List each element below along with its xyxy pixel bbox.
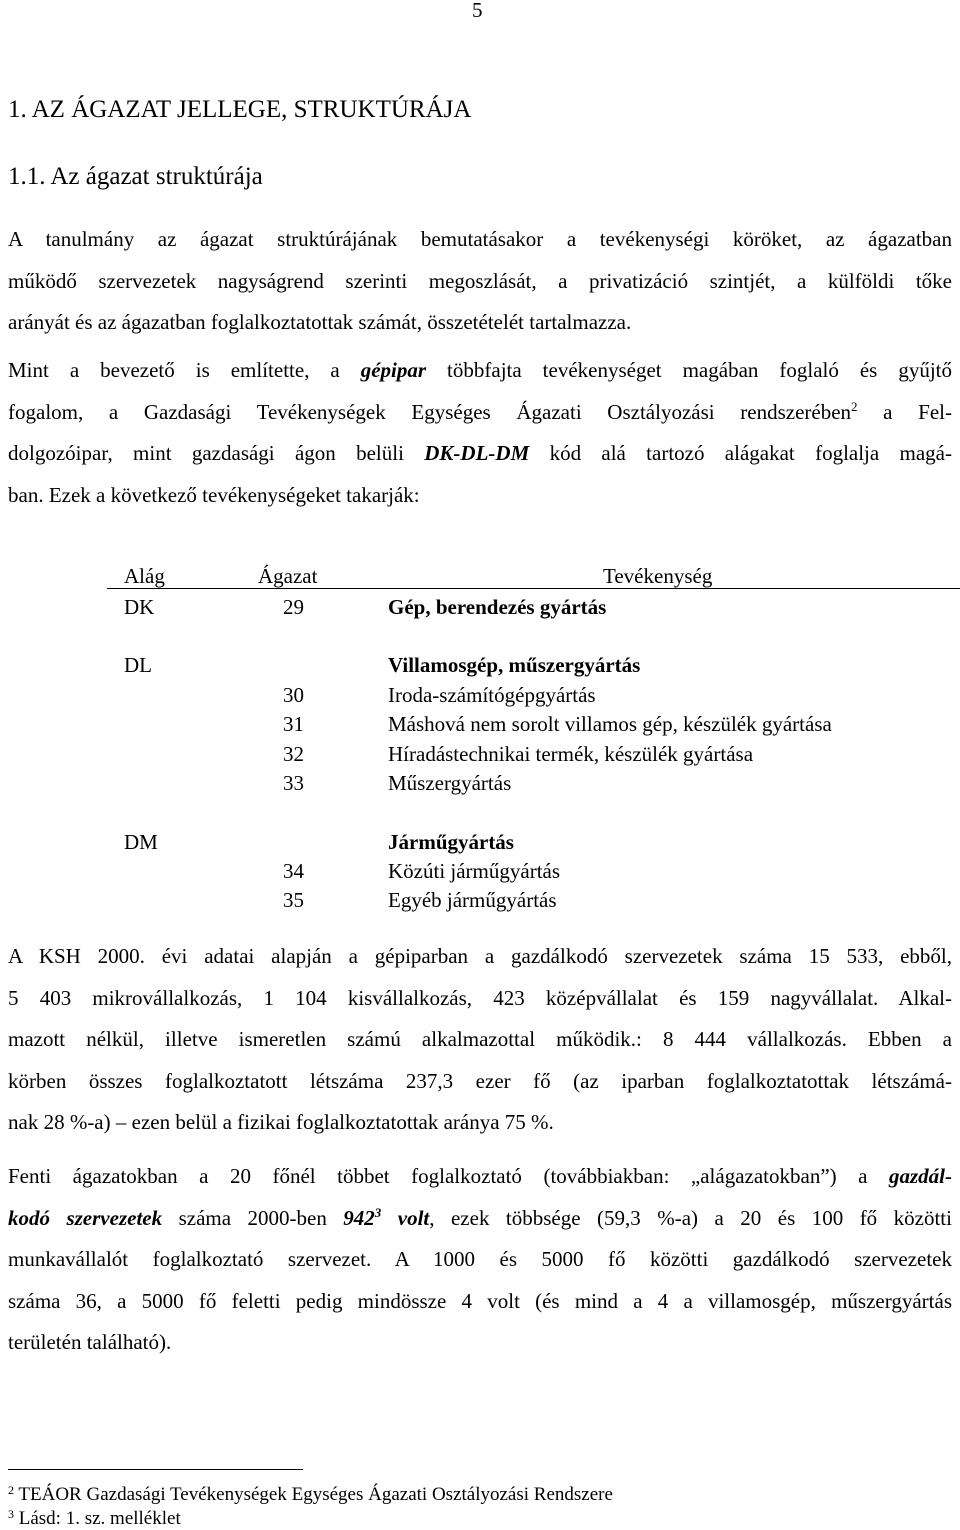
paragraph-line xyxy=(8,1156,952,1198)
paragraph-line: 5 403 mikrovállalkozás, 1 104 kisvállalkozás, 423 középvállalat és 159 nagyvállalat. Alkal- xyxy=(8,985,952,1010)
table-cell-activity: Egyéb járműgyártás xyxy=(388,888,557,912)
table-cell-alag: DK xyxy=(124,595,155,619)
paragraph-line: területén található). xyxy=(8,1330,172,1354)
count-value-suffix: volt xyxy=(381,1205,430,1230)
table-cell-activity: Máshová nem sorolt villamos gép, készülék gyártása xyxy=(388,712,832,736)
table-cell-activity: Műszergyártás xyxy=(388,771,512,795)
table-cell-agazat: 32 xyxy=(283,742,304,766)
text-run: a Fel- xyxy=(857,399,952,424)
table-cell-activity: Iroda-számítógépgyártás xyxy=(388,683,596,707)
text-run: száma 2000-ben xyxy=(162,1205,344,1230)
paragraph-line xyxy=(8,433,952,475)
table-cell-activity: Villamosgép, műszergyártás xyxy=(388,653,641,677)
count-value: 942 xyxy=(343,1205,375,1230)
gazdalkodo-term: kodó szervezetek xyxy=(8,1205,163,1230)
table-cell-agazat: 29 xyxy=(283,595,304,619)
table-cell-alag: DM xyxy=(124,830,158,854)
table-cell-activity: Híradástechnikai termék, készülék gyártása xyxy=(388,742,754,766)
paragraph-line: arányát és az ágazatban foglalkoztatottak számát, összetételét tartalmazza. xyxy=(8,310,632,334)
paragraph-line xyxy=(8,350,952,392)
chapter-heading: 1. AZ ÁGAZAT JELLEGE, STRUKTÚRÁJA xyxy=(8,96,472,123)
footnote-separator xyxy=(8,1469,303,1470)
footnote-2 xyxy=(8,1484,613,1506)
footnote-text: TEÁOR Gazdasági Tevékenységek Egységes Ágazati Osztályozási Rendszere xyxy=(14,1484,613,1505)
text-run: Mint a bevezető is említette, a xyxy=(8,358,361,382)
footnote-ref-3: 3 xyxy=(374,1204,382,1220)
table-header-rule xyxy=(107,560,960,589)
page-number: 5 xyxy=(472,0,483,22)
table-cell-activity: Közúti járműgyártás xyxy=(388,859,561,883)
paragraph-line: száma 36, a 5000 fő feletti pedig mindössze 4 volt (és mind a 4 a villamosgép, műszergyártás xyxy=(8,1288,952,1313)
gazdalkodo-term: gazdál- xyxy=(889,1164,952,1188)
footnote-mark: 3 xyxy=(8,1507,14,1521)
text-run: kód alá tartozó alágakat foglalja magá- xyxy=(529,441,952,465)
table-cell-agazat: 34 xyxy=(283,859,304,883)
intro-paragraph xyxy=(8,219,952,344)
table-cell-activity: Gép, berendezés gyártás xyxy=(388,595,607,619)
ksh-paragraph xyxy=(8,936,952,1144)
table-cell-activity: Járműgyártás xyxy=(388,830,514,854)
text-run: többfajta tevékenységet magában foglaló és gyűjtő xyxy=(426,358,952,382)
table-cell-agazat: 31 xyxy=(283,712,304,736)
footnote-text: Lásd: 1. sz. melléklet xyxy=(14,1508,181,1529)
gepipar-term: gépipar xyxy=(360,358,427,382)
paragraph-line: nak 28 %-a) – ezen belül a fizikai foglalkoztatottak aránya 75 %. xyxy=(8,1110,554,1134)
table-cell-agazat: 33 xyxy=(283,771,304,795)
footnote-mark: 2 xyxy=(8,1483,14,1497)
section-heading: 1.1. Az ágazat struktúrája xyxy=(8,163,263,190)
paragraph-line xyxy=(8,1198,952,1240)
text-run: fogalom, a Gazdasági Tevékenységek Egységes Ágazati Osztályozási rendszerében xyxy=(8,399,852,424)
paragraph-line xyxy=(8,392,952,434)
table-cell-alag: DL xyxy=(124,653,152,677)
footnote-ref-2: 2 xyxy=(851,398,858,414)
header-tevekenyseg: Tevékenység xyxy=(603,564,713,588)
paragraph-line: működő szervezetek nagyságrend szerinti megoszlását, a privatizáció szintjét, a külföldi tőke xyxy=(8,268,952,293)
paragraph-line: A tanulmány az ágazat struktúrájának bemutatásakor a tevékenységi köröket, az ágazatban xyxy=(8,227,952,251)
gepipar-paragraph xyxy=(8,350,952,516)
text-run: Fenti ágazatokban a 20 főnél többet foglalkoztató (továbbiakban: „alágazatokban”) a xyxy=(8,1164,889,1188)
paragraph-line: körben összes foglalkoztatott létszáma 237,3 ezer fő (az iparban foglalkoztatottak létszámá- xyxy=(8,1068,952,1093)
footnote-3 xyxy=(8,1508,181,1530)
szervezetek-paragraph xyxy=(8,1156,952,1364)
code-range: DK-DL-DM xyxy=(424,441,530,465)
paragraph-line: mazott nélkül, illetve ismeretlen számú alkalmazottal működik.: 8 444 vállalkozás. Ebben a xyxy=(8,1027,952,1051)
text-run: , ezek többsége (59,3 %-a) a 20 és 100 fő közötti xyxy=(429,1205,952,1230)
paragraph-line: munkavállalót foglalkoztató szervezet. A 1000 és 5000 fő közötti gazdálkodó szervezetek xyxy=(8,1247,952,1271)
paragraph-line: ban. Ezek a következő tevékenységeket takarják: xyxy=(8,482,420,507)
paragraph-line: A KSH 2000. évi adatai alapján a gépiparban a gazdálkodó szervezetek száma 15 533, ebből, xyxy=(8,944,952,968)
header-agazat: Ágazat xyxy=(258,564,318,588)
text-run: dolgozóipar, mint gazdasági ágon belüli xyxy=(8,441,425,465)
header-alag: Alág xyxy=(124,564,165,588)
table-cell-agazat: 30 xyxy=(283,683,304,707)
table-cell-agazat: 35 xyxy=(283,888,304,912)
